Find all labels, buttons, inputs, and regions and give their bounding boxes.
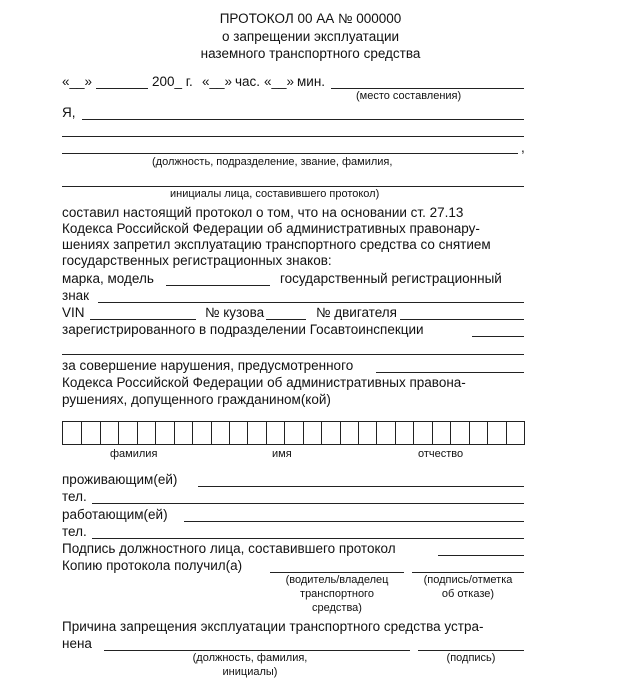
name-letter-cell[interactable] — [192, 422, 193, 444]
official-signature-label: Подпись должностного лица, составившего протокол — [62, 541, 396, 556]
name-letter-cell[interactable] — [487, 422, 488, 444]
place-field[interactable] — [331, 88, 524, 89]
driver-caption-2: транспортного — [300, 588, 374, 600]
vin-field[interactable] — [90, 319, 196, 320]
position-caption-1: (должность, фамилия, — [192, 652, 308, 664]
tel-field-1[interactable] — [92, 503, 524, 504]
official-line-4[interactable] — [62, 186, 524, 187]
hour-label: час. — [235, 74, 261, 89]
official-signature-field[interactable] — [438, 555, 524, 556]
reason-line-1: Причина запрещения эксплуатации транспортного средства устра- — [62, 619, 484, 634]
marka-label: марка, модель — [62, 271, 154, 286]
name-letter-cell[interactable] — [358, 422, 359, 444]
registered-label: зарегистрированного в подразделении Госавтоинспекции — [62, 322, 424, 337]
znak-label: знак — [62, 288, 90, 303]
name-letter-cell[interactable] — [266, 422, 267, 444]
gosreg-label: государственный регистрационный — [280, 271, 502, 286]
document-title: ПРОТОКОЛ 00 АА № 000000 — [219, 11, 402, 26]
body-line-2: Кодекса Российской Федерации об административных правонару- — [62, 221, 480, 236]
body-line-4: государственных регистрационных знаков: — [62, 253, 332, 268]
body-p2-line-2: Кодекса Российской Федерации об административных правона- — [62, 375, 466, 390]
name-letter-cell[interactable] — [506, 422, 507, 444]
name-letter-cell[interactable] — [340, 422, 341, 444]
name-letter-cell[interactable] — [81, 422, 82, 444]
name-letter-cell[interactable] — [229, 422, 230, 444]
official-caption-1: (должность, подразделение, звание, фамилия, — [152, 156, 393, 168]
driver-caption-1: (водитель/владелец — [285, 574, 389, 586]
working-field[interactable] — [184, 521, 524, 522]
kuzov-field[interactable] — [266, 319, 306, 320]
body-p2-line-3: рушениях, допущенного гражданином(кой) — [62, 392, 331, 407]
name-letter-cell[interactable] — [376, 422, 377, 444]
driver-caption-3: средства) — [312, 602, 362, 614]
registered-field-2[interactable] — [62, 354, 524, 355]
refusal-caption-2: об отказе) — [441, 588, 495, 600]
body-line-1: составил настоящий протокол о том, что на основании ст. 27.13 — [62, 205, 464, 220]
ya-label: Я, — [62, 105, 76, 120]
tel-label-1: тел. — [62, 489, 87, 504]
violation-article-field[interactable] — [376, 372, 524, 373]
reason-line-2: нена — [62, 636, 92, 651]
official-line-2[interactable] — [62, 136, 524, 137]
reason-signature-field[interactable] — [418, 650, 524, 651]
day-quote: «__» — [62, 74, 93, 89]
minute-label: мин. — [297, 74, 326, 89]
dvigatel-label: № двигателя — [316, 305, 397, 320]
hour-quote: «__» — [202, 74, 233, 89]
signature-caption: (подпись) — [446, 652, 496, 664]
tel-label-2: тел. — [62, 524, 87, 539]
reason-official-field[interactable] — [104, 650, 410, 651]
kuzov-label: № кузова — [205, 305, 265, 320]
year-label: 200_ г. — [152, 74, 193, 89]
day-month-field[interactable] — [96, 88, 148, 89]
imya-caption: имя — [272, 448, 292, 460]
name-letter-grid[interactable] — [62, 421, 525, 445]
official-line-1[interactable] — [82, 119, 524, 120]
marka-field[interactable] — [166, 285, 270, 286]
body-line-3: шениях запретил эксплуатацию транспортного средства со снятием — [62, 237, 491, 252]
name-letter-cell[interactable] — [155, 422, 156, 444]
position-caption-2: инициалы) — [222, 666, 278, 678]
living-label: проживающим(ей) — [62, 472, 178, 487]
copy-received-label: Копию протокола получил(а) — [62, 558, 243, 573]
official-caption-2: инициалы лица, составившего протокол) — [170, 188, 380, 200]
copy-receiver-field[interactable] — [270, 572, 404, 573]
working-label: работающим(ей) — [62, 507, 168, 522]
official-line-3[interactable] — [62, 153, 518, 154]
comma: , — [521, 140, 525, 155]
name-letter-cell[interactable] — [247, 422, 248, 444]
name-letter-cell[interactable] — [284, 422, 285, 444]
living-field[interactable] — [198, 486, 524, 487]
name-letter-cell[interactable] — [432, 422, 433, 444]
place-caption: (место составления) — [356, 90, 462, 102]
znak-field[interactable] — [98, 302, 524, 303]
minute-quote: «__» — [264, 74, 295, 89]
document-subtitle-1: о запрещении эксплуатации — [221, 29, 400, 44]
name-letter-cell[interactable] — [413, 422, 414, 444]
otchestvo-caption: отчество — [418, 448, 464, 460]
refusal-caption-1: (подпись/отметка — [423, 574, 513, 586]
familia-caption: фамилия — [110, 448, 158, 460]
dvigatel-field[interactable] — [400, 319, 524, 320]
name-letter-cell[interactable] — [469, 422, 470, 444]
name-letter-cell[interactable] — [395, 422, 396, 444]
tel-field-2[interactable] — [92, 538, 524, 539]
document-subtitle-2: наземного транспортного средства — [200, 46, 421, 61]
name-letter-cell[interactable] — [100, 422, 101, 444]
registered-field-1[interactable] — [472, 336, 524, 337]
name-letter-cell[interactable] — [118, 422, 119, 444]
copy-signature-field[interactable] — [412, 572, 524, 573]
violation-label: за совершение нарушения, предусмотренного — [62, 358, 354, 373]
name-letter-cell[interactable] — [450, 422, 451, 444]
name-letter-cell[interactable] — [211, 422, 212, 444]
name-letter-cell[interactable] — [321, 422, 322, 444]
name-letter-cell[interactable] — [174, 422, 175, 444]
vin-label: VIN — [62, 305, 85, 320]
name-letter-cell[interactable] — [303, 422, 304, 444]
name-letter-cell[interactable] — [137, 422, 138, 444]
